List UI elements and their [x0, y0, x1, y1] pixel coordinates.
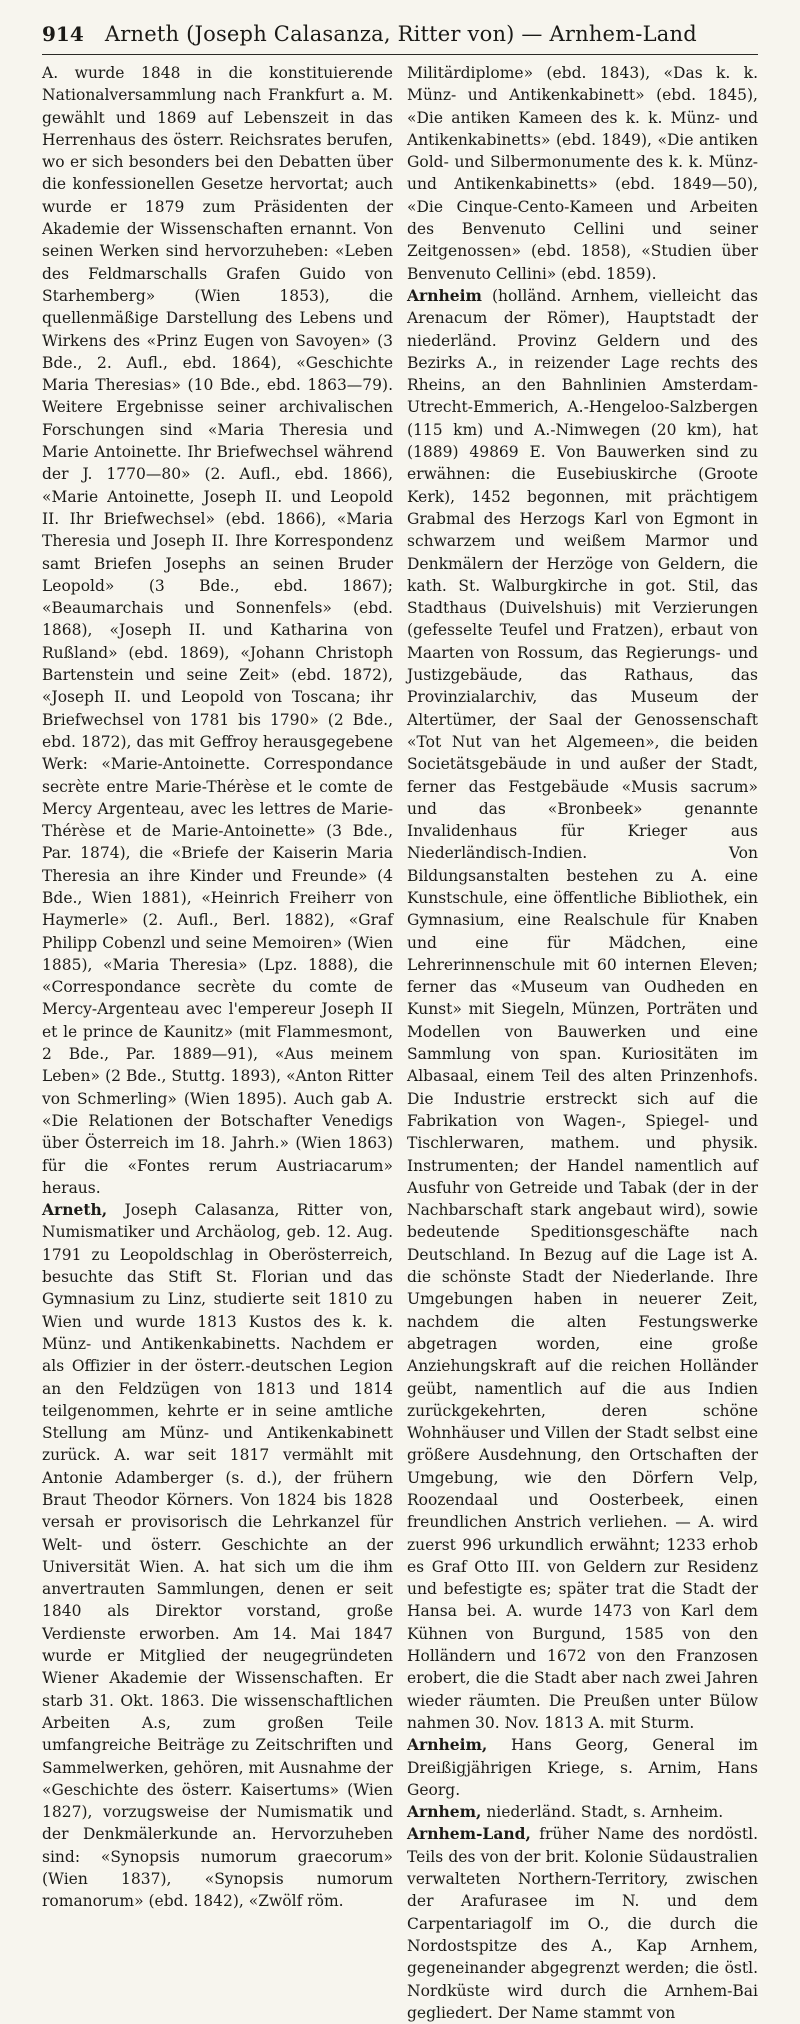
entry-arnheim-text: (holländ. Arnhem, vielleicht das Arenacum der Römer), Hauptstadt der niederländ. Provinz Geldern und des Bezirks A., in reizender Lage rechts des Rheins, an den Bahnlinien Amsterdam-Utrecht-Emmerich, A.-Hengeloo-Salzbergen (115 km) und A.-Nimwegen (20 km), hat (1889) 49869 E. Von Bauwerken sind zu erwähnen: die Eusebiuskirche (Groote Kerk), 1452 begonnen, mit prächtigem Grabmal des Herzogs Karl von Egmont in schwarzem und weißem Marmor und Denkmälern der Herzöge von Geldern, die kath. St. Walburgkirche in got. Stil, das Stadthaus (Duivelshuis) mit Verzierungen (gefesselte Teufel und Fratzen), erbaut von Maarten von Rossum, das Regierungs- und Justizgebäude, das Rathaus, das Provinzialarchiv, das Museum der Altertümer, der Saal der Genossenschaft «Tot Nut van het Algemeen», die beiden Societätsgebäude in und außer der Stadt, ferner das Festgebäude «Musis sacrum» und das «Bronbeek» genannte Invalidenhaus für Krieger aus Niederländisch-Indien. Von Bildungsanstalten bestehen zu A. eine Kunstschule, eine öffentliche Bibliothek, ein Gymnasium, eine Realschule für Knaben und eine für Mädchen, eine Lehrerinnenschule mit 60 internen Eleven; ferner das «Museum van Oudheden en Kunst» mit Siegeln, Münzen, Porträten und Modellen von Bauwerken und eine Sammlung von span. Kuriositäten im Albasaal, einem Teil des alten Prinzenhofs. Die Industrie erstreckt sich auf die Fabrikation von Wagen-, Spiegel- und Tischlerwaren, mathem. und physik. Instrumenten; der Handel namentlich auf Ausfuhr von Getreide und Tabak (der in der Nachbarschaft stark angebaut wird), sowie bedeutende Speditionsgeschäfte nach Deutschland. In Bezug auf die Lage ist A. die schönste Stadt der Niederlande. Ihre Umgebungen haben in neuerer Zeit, nachdem die alten Festungswerke abgetragen worden, eine große Anziehungskraft auf die reichen Holländer geübt, namentlich auf die aus Indien zurückgekehrten, deren schöne Wohnhäuser und Villen der Stadt selbst eine größere Ausdehnung, den Ortschaften der Umgebung, wie den Dörfern Velp, Roozendaal und Oosterbeek, einen freundlichen Anstrich verliehen. — A. wird zuerst 996 urkundlich erwähnt; 1233 erhob es Graf Otto III. von Geldern zur Residenz und befestigte es; später trat die Stadt der Hansa bei. A. wurde 1473 von Karl dem Kühnen von Burgund, 1585 von den Holländern und 1672 von den Franzosen erobert, die die Stadt aber nach zwei Jahren wieder räumten. Die Preußen unter Bülow nahmen 30. Nov. 1813 A. mit Sturm.: [407, 286, 758, 1732]
entry-arnhem-text: niederländ. Stadt, s. Arnheim.: [481, 1803, 724, 1822]
text-columns: [42, 62, 758, 2022]
running-title: Arneth (Joseph Calasanza, Ritter von) — Arnhem-Land: [104, 22, 697, 46]
right-column: [407, 62, 758, 2022]
continued-entry-text: A. wurde 1848 in die konstituierende Nationalversammlung nach Frankfurt a. M. gewählt und 1869 auf Lebenszeit in das Herrenhaus des österr. Reichsrates berufen, wo er sich besonders bei den Debatten über die konfessionellen Gesetze hervortat; auch wurde er 1879 zum Präsidenten der Akademie der Wissenschaften ernannt. Von seinen Werken sind hervorzuheben: «Leben des Feldmarschalls Grafen Guido von Starhemberg» (Wien 1853), die quellenmäßige Darstellung des Lebens und Wirkens des «Prinz Eugen von Savoyen» (3 Bde., 2. Aufl., ebd. 1864), «Geschichte Maria Theresias» (10 Bde., ebd. 1863—79). Weitere Ergebnisse seiner archivalischen Forschungen sind «Maria Theresia und Marie Antoinette. Ihr Briefwechsel während der J. 1770—80» (2. Aufl., ebd. 1866), «Marie Antoinette, Joseph II. und Leopold II. Ihr Briefwechsel» (ebd. 1866), «Maria Theresia und Joseph II. Ihre Korrespondenz samt Briefen Josephs an seinen Bruder Leopold» (3 Bde., ebd. 1867); «Beaumarchais und Sonnenfels» (ebd. 1868), «Joseph II. und Katharina von Rußland» (ebd. 1869), «Johann Christoph Bartenstein und seine Zeit» (ebd. 1872), «Joseph II. und Leopold von Toscana; ihr Briefwechsel von 1781 bis 1790» (2 Bde., ebd. 1872), das mit Geffroy herausgegebene Werk: «Marie-Antoinette. Correspondance secrète entre Marie-Thérèse et le comte de Mercy Argenteau, avec les lettres de Marie-Thérèse et de Marie-Antoinette» (3 Bde., Par. 1874), die «Briefe der Kaiserin Maria Theresia an ihre Kinder und Freunde» (4 Bde., Wien 1881), «Heinrich Freiherr von Haymerle» (2. Aufl., Berl. 1882), «Graf Philipp Cobenzl und seine Memoiren» (Wien 1885), «Maria Theresia» (Lpz. 1888), die «Correspondance secrète du comte de Mercy-Argenteau avec l'empereur Joseph II et le prince de Kaunitz» (mit Flammesmont, 2 Bde., Par. 1889—91), «Aus meinem Leben» (2 Bde., Stuttg. 1893), «Anton Ritter von Schmerling» (Wien 1895). Auch gab A. «Die Relationen der Botschafter Venedigs über Österreich im 18. Jahrh.» (Wien 1863) für die «Fontes rerum Austriacarum» heraus.: [42, 64, 393, 1197]
page-number: 914: [42, 22, 84, 46]
headword-arnhem: Arnhem,: [407, 1802, 482, 1822]
entry-arneth-text: Joseph Calasanza, Ritter von, Numismatiker und Archäolog, geb. 12. Aug. 1791 zu Leopoldschlag in Oberösterreich, besuchte das Stift St. Florian und das Gymnasium zu Linz, studierte seit 1810 zu Wien und wurde 1813 Kustos des k. k. Münz- und Antikenkabinetts. Nachdem er als Offizier in der österr.-deutschen Legion an den Feldzügen von 1813 und 1814 teilgenommen, kehrte er in seine amtliche Stellung am Münz- und Antikenkabinett zurück. A. war seit 1817 vermählt mit Antonie Adamberger (s. d.), der frühern Braut Theodor Körners. Von 1824 bis 1828 versah er provisorisch die Lehrkanzel für Welt- und österr. Geschichte an der Universität Wien. A. hat sich um die ihm anvertrauten Sammlungen, denen er seit 1840 als Direktor vorstand, große Verdienste erworben. Am 14. Mai 1847 wurde er Mitglied der neugegründeten Wiener Akademie der Wissenschaften. Er starb 31. Okt. 1863. Die wissenschaftlichen Arbeiten A.s, zum großen Teile umfangreiche Beiträge zu Zeitschriften und Sammelwerken, gehören, mit Ausnahme der «Geschichte des österr. Kaisertums» (Wien 1827), vorzugsweise der Numismatik und der Denkmälerkunde an. Hervorzuheben sind: «Synopsis numorum graecorum» (Wien 1837), «Synopsis numorum romanorum» (ebd. 1842), «Zwölf röm.: [42, 1201, 393, 1911]
entry-arnheim-hans: [407, 1734, 758, 1801]
headword-arneth: Arneth,: [42, 1200, 108, 1220]
page-header: [42, 14, 758, 55]
entry-arnhem-land: [407, 1823, 758, 2024]
continued-entry-text-right: Militärdiplome» (ebd. 1843), «Das k. k. Münz- und Antikenkabinett» (ebd. 1845), «Die antiken Kameen des k. k. Münz- und Antikenkabinetts» (ebd. 1849), «Die antiken Gold- und Silbermonumente des k. k. Münz- und Antikenkabinetts» (ebd. 1849—50), «Die Cinque-Cento-Kameen und Arbeiten des Benvenuto Cellini und seiner Zeitgenossen» (ebd. 1858), «Studien über Benvenuto Cellini» (ebd. 1859).: [407, 64, 758, 283]
headword-arnheim: Arnheim: [407, 285, 482, 305]
entry-arnhem: [407, 1801, 758, 1823]
entry-arnheim-hans-text: Hans Georg, General im Dreißigjährigen Kriege, s. Arnim, Hans Georg.: [407, 1736, 758, 1799]
entry-arnhem-land-text: früher Name des nordöstl. Teils des von der brit. Kolonie Südaustralien verwalteten Northern-Territory, zwischen der Arafurasee im N. und dem Carpentariagolf im O., die durch die Nordostspitze des A., Kap Arnhem, gegeneinander abgegrenzt werden; die östl. Nordküste wird durch die Arnhem-Bai gegliedert. Der Name stammt von: [407, 1825, 758, 2022]
headword-arnheim-hans: Arnheim,: [407, 1735, 488, 1755]
headword-arnhem-land: Arnhem-Land,: [407, 1824, 531, 1844]
entry-arneth: [42, 1199, 393, 1913]
entry-arnheim: [407, 285, 758, 1734]
left-column: [42, 62, 393, 1911]
